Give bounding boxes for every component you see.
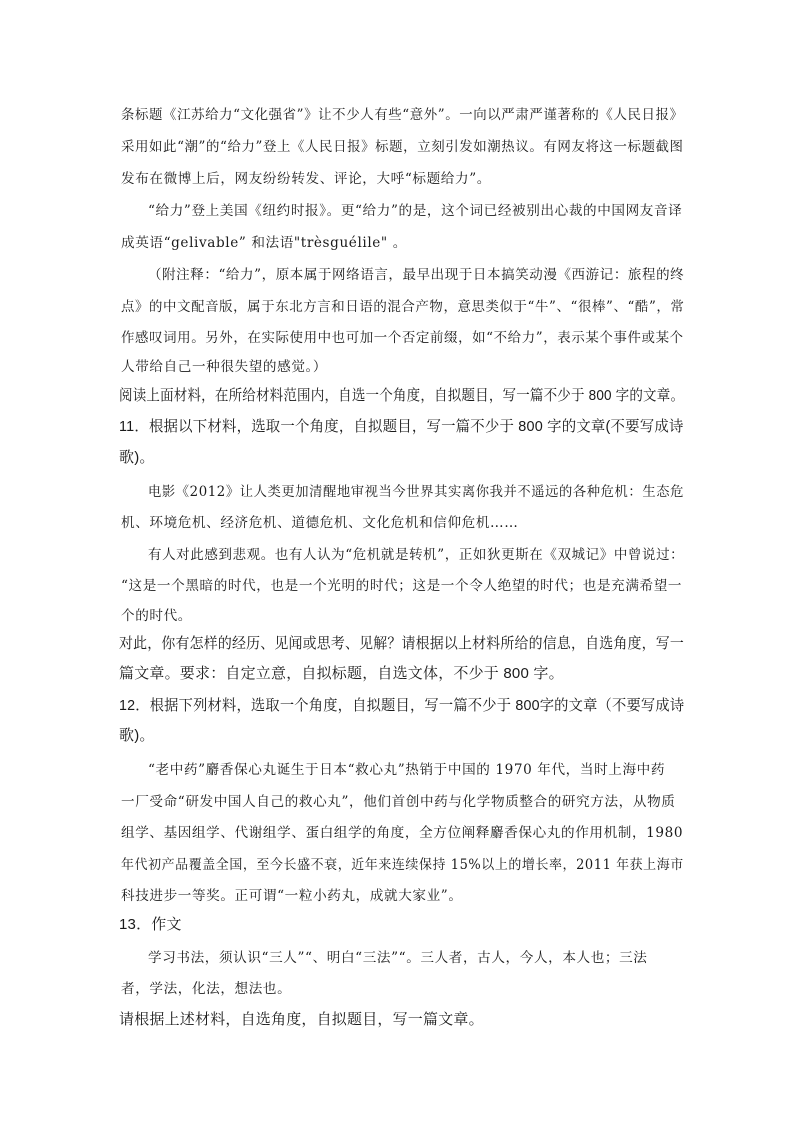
material-line: “这是一个黑暗的时代，也是一个光明的时代；这是一个令人绝望的时代；也是充满希望一 bbox=[121, 578, 683, 594]
material-line: 电影《2012》让人类更加清醒地审视当今世界其实离你我并不遥远的各种危机：生态危 bbox=[148, 484, 684, 500]
material-line: 者，学法，化法，想法也。 bbox=[121, 981, 292, 997]
material-note-line: 人带给自己一种很失望的感觉。） bbox=[121, 359, 328, 375]
q12-prompt-cont: 歌)。 bbox=[119, 727, 155, 744]
material-note-line: 点》的中文配音版，属于东北方言和日语的混合产物，意思类似于“牛”、“很棒”、“酷”，常 bbox=[121, 299, 685, 315]
q11-prompt: 11．根据以下材料，选取一个角度，自拟题目，写一篇不少于 800 字的文章(不要写成诗 bbox=[119, 418, 684, 435]
material-line: 一厂受命“研发中国人自己的救心丸”，他们首创中药与化学物质整合的研究方法，从物质 bbox=[121, 794, 676, 810]
q12-prompt: 12．根据下列材料，选取一个角度，自拟题目，写一篇不少于 800字的文章（不要写成诗 bbox=[119, 697, 685, 714]
material-line: 采用如此“潮”的“给力”登上《人民日报》标题，立刻引发如潮热议。有网友将这一标题截图 bbox=[121, 139, 684, 155]
material-note-line: （附注释：“给力”，原本属于网络语言，最早出现于日本搞笑动漫《西游记：旅程的终 bbox=[148, 267, 685, 283]
q11-instruction: 对此，你有怎样的经历、见闻或思考、见解？请根据以上材料所给的信息，自选角度，写一 bbox=[119, 635, 685, 652]
q11-prompt-cont: 歌)。 bbox=[119, 449, 155, 466]
material-line: “给力”登上美国《纽约时报》。更“给力”的是，这个词已经被别出心裁的中国网友音译 bbox=[148, 203, 683, 219]
q13-instruction: 请根据上述材料，自选角度，自拟题目，写一篇文章。 bbox=[119, 1011, 484, 1028]
material-line: “老中药”麝香保心丸诞生于日本“救心丸”热销于中国的 1970 年代，当时上海中药 bbox=[148, 762, 666, 778]
material-line: 科技进步一等奖。正可谓“一粒小药丸，成就大家业”。 bbox=[121, 888, 463, 904]
material-line: 成英语“gelivable” 和法语"trèsguélile" 。 bbox=[121, 235, 407, 251]
q13-title: 13．作文 bbox=[119, 916, 182, 933]
material-line: 组学、基因组学、代谢组学、蛋白组学的角度，全方位阐释麝香保心丸的作用机制，1980 bbox=[121, 825, 684, 841]
material-line: 发布在微博上后，网友纷纷转发、评论，大呼“标题给力”。 bbox=[121, 171, 491, 187]
material-line: 机、环境危机、经济危机、道德危机、文化危机和信仰危机…… bbox=[121, 515, 519, 531]
material-note-line: 作感叹词用。另外，在实际使用中也可加一个否定前缀，如“不给力”，表示某个事件或某个 bbox=[121, 330, 684, 346]
material-line: 个的时代。 bbox=[121, 608, 192, 624]
material-line: 有人对此感到悲观。也有人认为“危机就是转机”，正如狄更斯在《双城记》中曾说过： bbox=[148, 547, 685, 563]
material-line: 学习书法，须认识“三人”“、明白“三法”“。三人者，古人，今人，本人也；三法 bbox=[148, 950, 648, 966]
material-line: 条标题《江苏给力“文化强省”》让不少人有些“意外”。一向以严肃严谨著称的《人民日报》 bbox=[121, 107, 684, 123]
q11-instruction-cont: 篇文章。要求：自定立意，自拟标题，自选文体，不少于 800 字。 bbox=[119, 665, 564, 682]
q10-instruction: 阅读上面材料，在所给材料范围内，自选一个角度，自拟题目，写一篇不少于 800 字的文章。 bbox=[119, 387, 685, 404]
material-line: 年代初产品覆盖全国，至今长盛不衰，近年来连续保持 15%以上的增长率，2011 年获上海市 bbox=[121, 857, 684, 873]
